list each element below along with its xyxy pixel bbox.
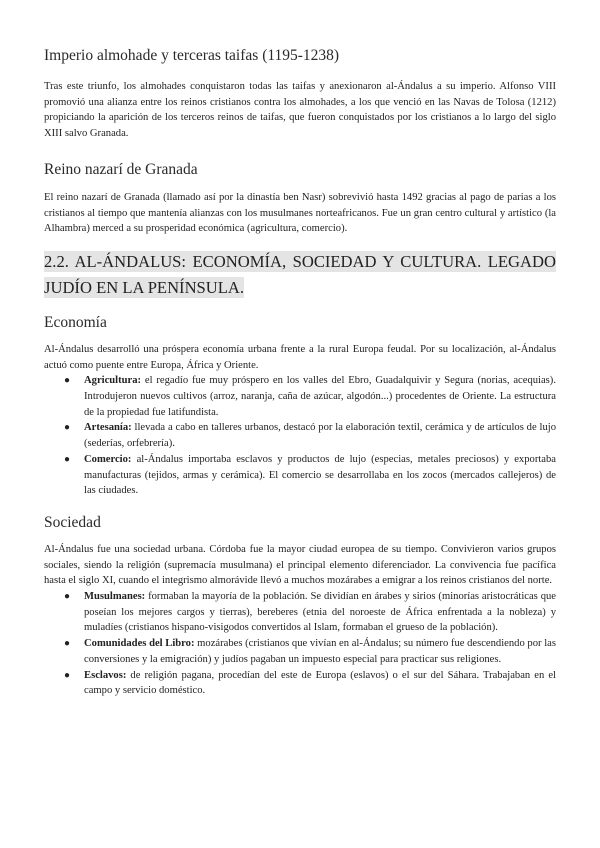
bullet-icon: ● — [64, 638, 71, 650]
paragraph-reino-nazari: El reino nazarí de Granada (llamado así por la dinastía ben Nasr) sobrevivió hasta 1492 gracias al pago de parias a los cristianos al tiempo que mantenía alianzas con los musulmanes norteafricanos. Fue un gran centro cultural y artístico (la Alhambra) merced a su prosperidad económica (agricultura, comercio). — [44, 191, 556, 235]
heading-sociedad: Sociedad — [44, 513, 101, 531]
list-item — [64, 452, 556, 499]
paragraph-sociedad-intro: Al-Ándalus fue una sociedad urbana. Córdoba fue la mayor ciudad europea de su tiempo. Convivieron varios grupos sociales, siendo la religión (supremacía musulmana) el principal elemento diferenciador. La convivencia fue pacífica hasta el siglo XI, cuando el integrismo almorávide llevó a muchos mozárabes a emigrar a los reinos cristianos del norte. — [44, 543, 556, 587]
list-item — [64, 420, 556, 451]
heading-reino-nazari: Reino nazarí de Granada — [44, 160, 198, 178]
list-item-term: Agricultura: — [84, 375, 142, 387]
section-heading-text: 2.2. AL-ÁNDALUS: ECONOMÍA, SOCIEDAD Y CULTURA. LEGADO JUDÍO EN LA PENÍNSULA. — [44, 251, 556, 297]
paragraph-imperio-almohade: Tras este triunfo, los almohades conquistaron todas las taifas y anexionaron al-Ándalus a su imperio. Alfonso VIII promovió una alianza entre los reinos cristianos contra los almohades, a los que venció en las Navas de Tolosa (1212) propiciando la aparición de los terceros reinos de taifas, que fueron conquistados por los cristianos a lo largo del siglo XIII salvo Granada. — [44, 81, 556, 140]
list-item-term: Artesanía: — [84, 422, 132, 434]
sociedad-list — [44, 589, 556, 699]
list-item-text: de religión pagana, procedían del este de Europa (eslavos) o el sur del Sáhara. Trabajaban en el campo y servicio doméstico. — [84, 669, 556, 697]
list-item-term: Esclavos: — [84, 669, 127, 681]
bullet-icon: ● — [64, 422, 71, 434]
bullet-icon: ● — [64, 591, 71, 603]
list-item — [64, 636, 556, 667]
paragraph-economia-intro: Al-Ándalus desarrolló una próspera economía urbana frente a la rural Europa feudal. Por su localización, al-Ándalus actuó como puente entre Europa, África y Oriente. — [44, 343, 556, 371]
bullet-icon: ● — [64, 453, 71, 465]
list-item-text: al-Ándalus importaba esclavos y productos de lujo (especias, metales preciosos) y exportaba manufacturas (tejidos, armas y cerámica). El comercio se desarrollaba en los zocos (mercados callejeros) de las ciudades. — [84, 453, 556, 497]
list-item-text: el regadío fue muy próspero en los valles del Ebro, Guadalquivir y Segura (norias, acequias). Introdujeron nuevos cultivos (arroz, naranja, caña de azúcar, algodón...) procedentes de Oriente. La estructura de la propiedad fue latifundista. — [84, 375, 556, 418]
document-page — [44, 46, 556, 699]
list-item-text: mozárabes (cristianos que vivían en al-Ándalus; su número fue descendiendo por las conversiones y la emigración) y judíos pagaban un impuesto especial para practicar sus religiones. — [84, 638, 556, 665]
section-heading — [44, 249, 556, 301]
list-item-term: Musulmanes: — [84, 591, 146, 603]
list-item — [64, 589, 556, 636]
list-item — [64, 373, 556, 420]
list-item — [64, 668, 556, 699]
heading-economia: Economía — [44, 313, 107, 331]
bullet-icon: ● — [64, 669, 71, 681]
list-item-text: llevada a cabo en talleres urbanos, destacó por la elaboración textil, cerámica y de artículos de lujo (sederías, orfebrería). — [84, 422, 556, 450]
list-item-term: Comunidades del Libro: — [84, 638, 195, 650]
heading-imperio-almohade: Imperio almohade y terceras taifas (1195-1238) — [44, 47, 340, 64]
economia-list — [44, 373, 556, 499]
list-item-text: formaban la mayoría de la población. Se dividían en árabes y sirios (minorías aristocráticas que poseían los mejores cargos y tierras), bereberes (etnia del noroeste de África enfrentada a la nobleza) y muladíes (cristianos hispano-visigodos convertidos al Islam, formaban el grueso de la población). — [84, 591, 556, 634]
bullet-icon: ● — [64, 375, 71, 387]
list-item-term: Comercio: — [84, 453, 132, 465]
